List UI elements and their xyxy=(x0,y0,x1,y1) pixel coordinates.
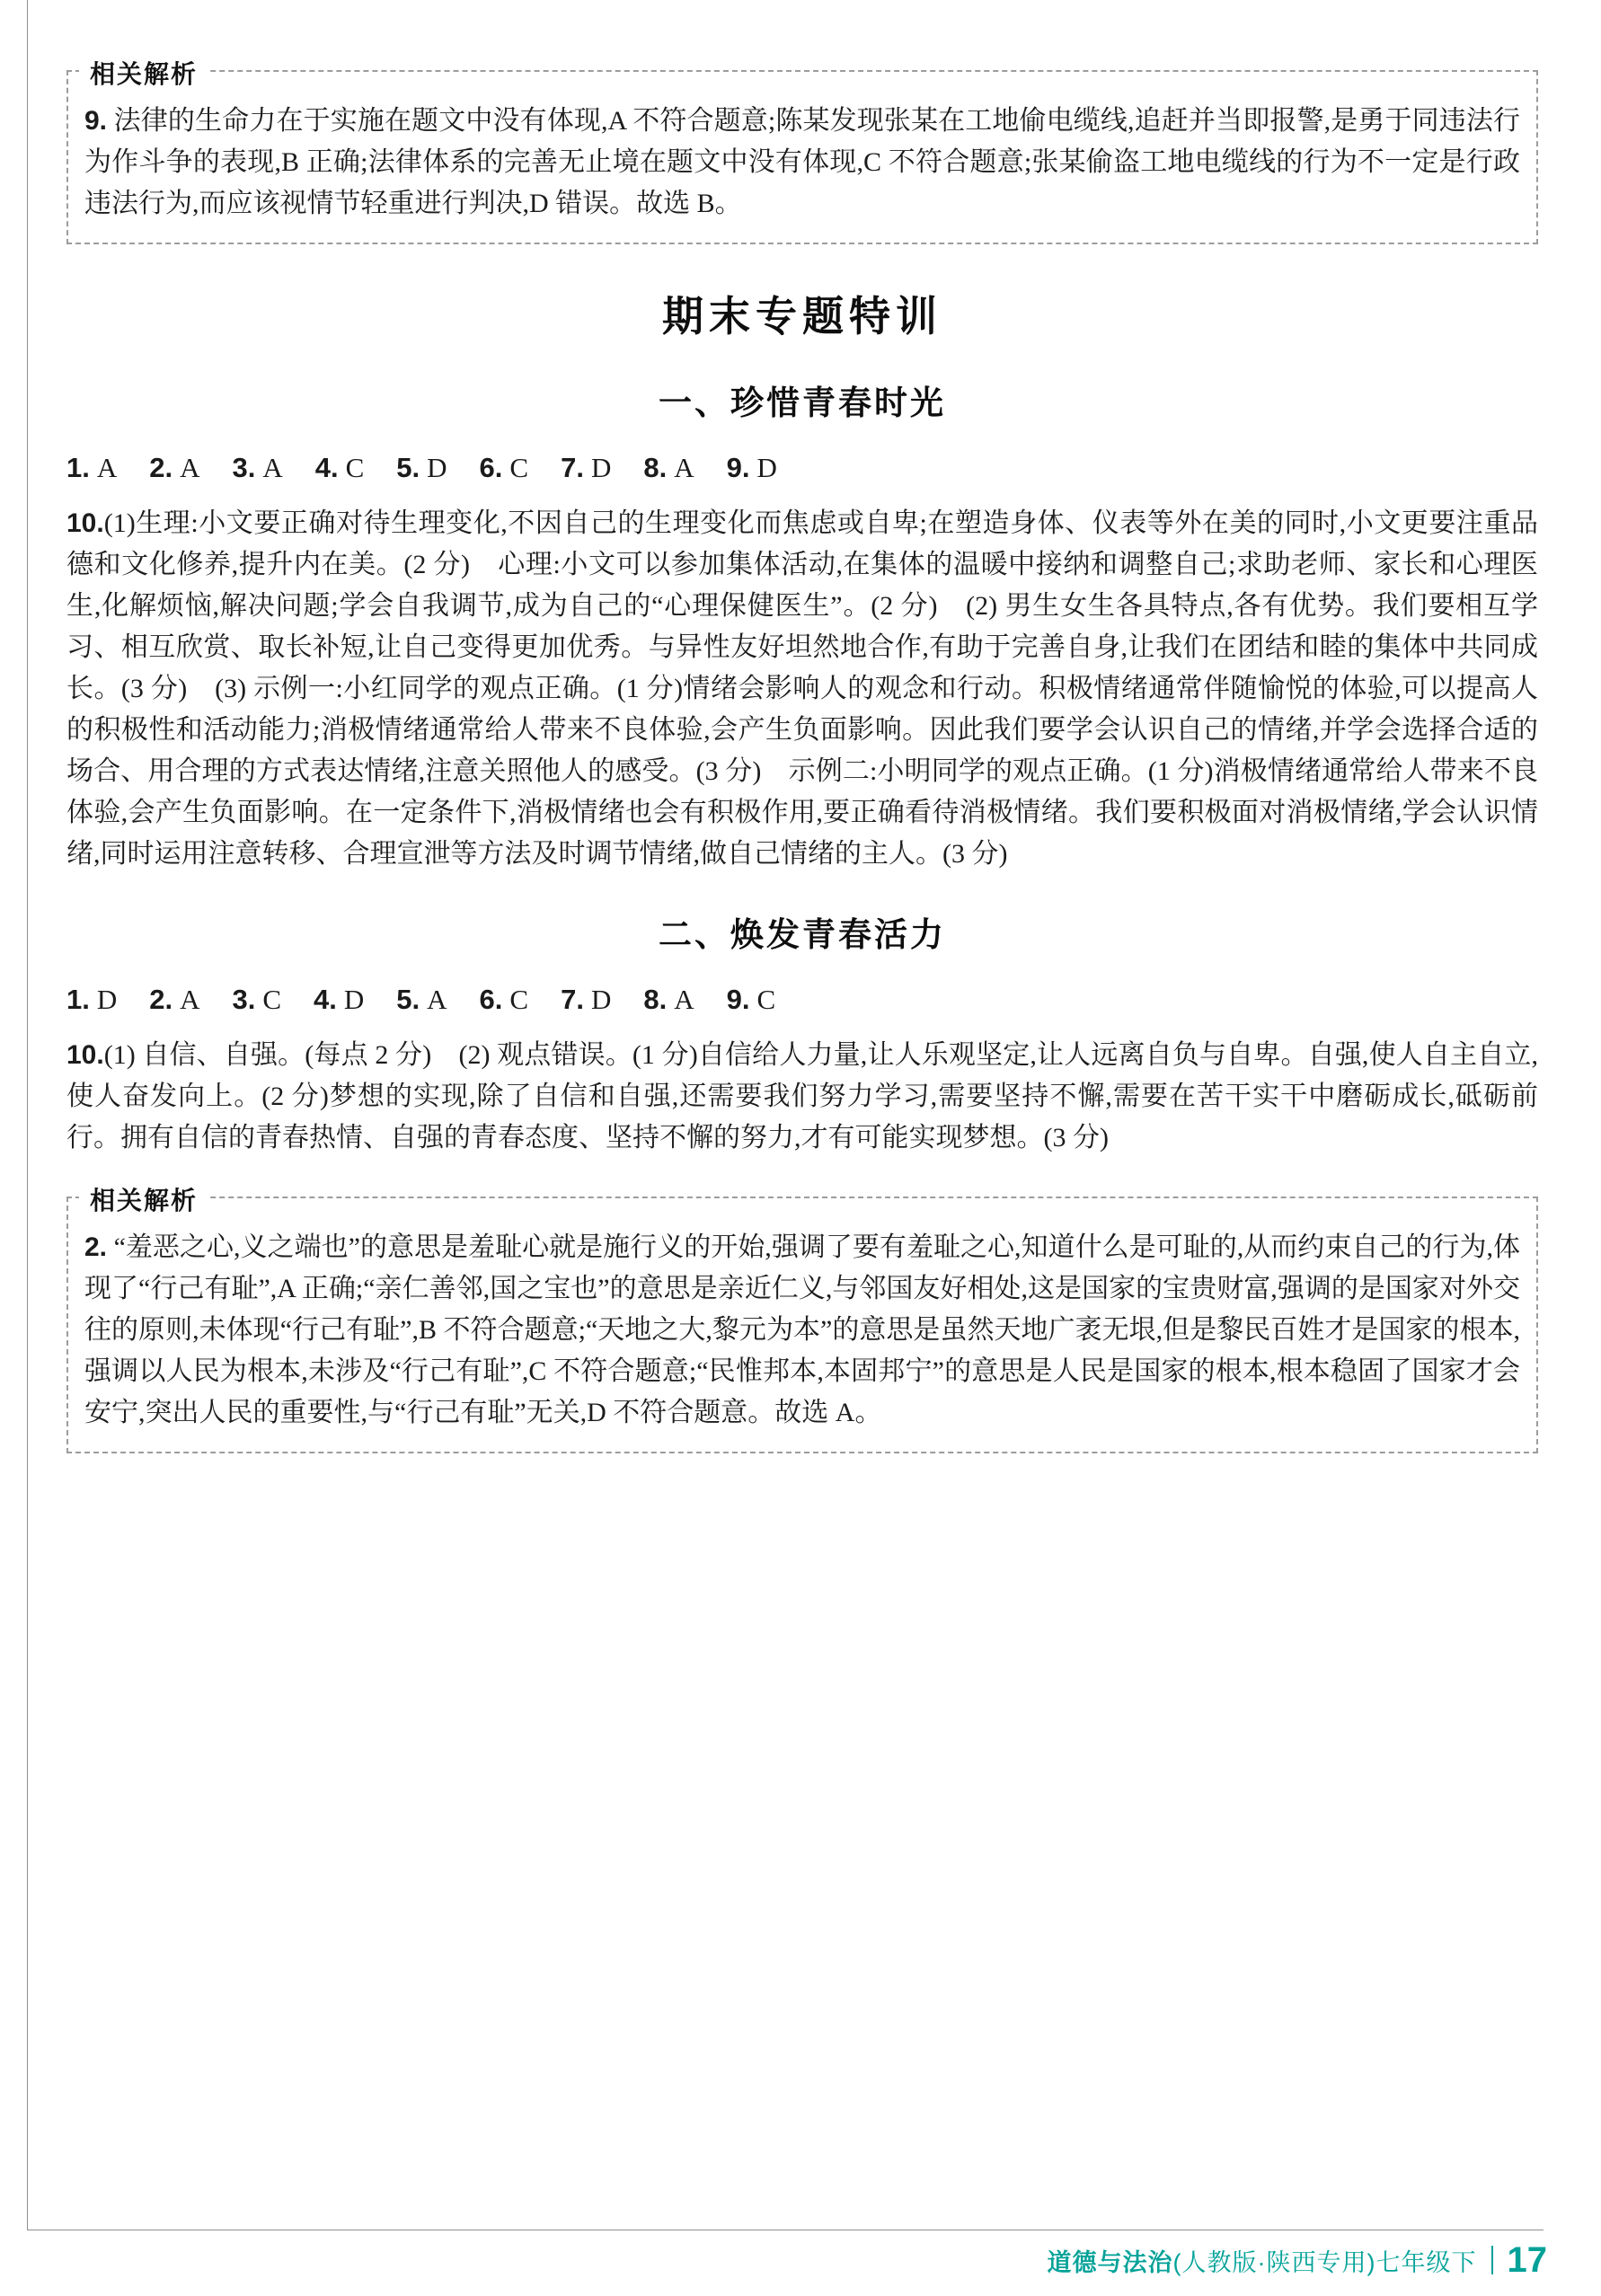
answer-item: 8. A xyxy=(643,452,694,483)
page-left-border-line xyxy=(27,0,28,2230)
question-number: 2. xyxy=(84,1232,108,1262)
book-series-name: 道德与法治 xyxy=(1047,2248,1173,2276)
footer-separator-bar xyxy=(1491,2246,1493,2274)
answer-item: 7. D xyxy=(561,452,612,483)
book-edition: (人教版·陕西专用) xyxy=(1172,2248,1376,2276)
section-2-question-10-answer xyxy=(66,1035,1538,1159)
answer-text: (1)生理:小文要正确对待生理变化,不因自己的生理变化而焦虑或自卑;在塑造身体、仪表等外在美的同时,小文更要注重品德和文化修养,提升内在美。(2 分) 心理:小文可以参加集体活动,在集体的温暖中接纳和调整自己;求助老师、家长和心理医生,化解烦恼,解决问题;学会自我调节,成为自己的“心理保健医生”。(2 分) (2) 男生女生各具特点,各有优势。我们要相互学习、相互欣赏、取长补短,让自己变得更加优秀。与异性友好坦然地合作,有助于完善自身,让我们在团结和睦的集体中共同成长。(3 分) (3) 示例一:小红同学的观点正确。(1 分)情绪会影响人的观念和行动。积极情绪通常伴随愉悦的体验,可以提高人的积极性和活动能力;消极情绪通常给人带来不良体验,会产生负面影响。因此我们要学会认识自己的情绪,并学会选择合适的场合、用合理的方式表达情绪,注意关照他人的感受。(3 分) 示例二:小明同学的观点正确。(1 分)消极情绪通常给人带来不良体验,会产生负面影响。在一定条件下,消极情绪也会有积极作用,要正确看待消极情绪。我们要积极面对消极情绪,学会认识情绪,同时运用注意转移、合理宣泄等方法及时调节情绪,做自己情绪的主人。(3 分) xyxy=(66,508,1538,869)
analysis-text: 法律的生命力在于实施在题文中没有体现,A 不符合题意;陈某发现张某在工地偷电缆线,追赶并当即报警,是勇于同违法行为作斗争的表现,B 正确;法律体系的完善无止境在题文中没有体现,C 不符合题意;张某偷盗工地电缆线的行为不一定是行政违法行为,而应该视情节轻重进行判决,D 错误。故选 B。 xyxy=(84,106,1521,218)
answer-item: 1. D xyxy=(66,984,118,1015)
analysis-box-label: 相关解析 xyxy=(79,55,208,91)
analysis-text: “羞恶之心,义之端也”的意思是羞耻心就是施行义的开始,强调了要有羞耻之心,知道什么是可耻的,从而约束自己的行为,体现了“行己有耻”,A 正确;“亲仁善邻,国之宝也”的意思是亲近仁义,与邻国友好相处,这是国家的宝贵财富,强调的是国家对外交往的原则,未体现“行己有耻”,B 不符合题意;“天地之大,黎元为本”的意思是虽然天地广袤无垠,但是黎民百姓才是国家的根本,强调以人民为根本,未涉及“行己有耻”,C 不符合题意;“民惟邦本,本固邦宁”的意思是人民是国家的根本,根本稳固了国家才会安宁,突出人民的重要性,与“行己有耻”无关,D 不符合题意。故选 A。 xyxy=(84,1232,1520,1427)
answer-text: (1) 自信、自强。(每点 2 分) (2) 观点错误。(1 分)自信给人力量,让人乐观坚定,让人远离自负与自卑。自强,使人自主自立,使人奋发向上。(2 分)梦想的实现,除了自信和自强,还需要我们努力学习,需要坚持不懈,需要在苦干实干中磨砺成长,砥砺前行。拥有自信的青春热情、自强的青春态度、坚持不懈的努力,才有可能实现梦想。(3 分) xyxy=(66,1040,1538,1152)
answer-item: 2. A xyxy=(149,984,200,1015)
page-number: 17 xyxy=(1507,2240,1547,2280)
answer-item: 9. C xyxy=(726,984,776,1015)
analysis-box-question-2 xyxy=(66,1187,1538,1453)
answer-item: 2. A xyxy=(149,452,200,483)
answer-item: 5. D xyxy=(396,452,447,483)
analysis-box-label: 相关解析 xyxy=(79,1181,208,1217)
footer-book-title xyxy=(1048,2243,1477,2278)
answer-item: 8. A xyxy=(643,984,694,1015)
section-1-answer-key xyxy=(66,447,1538,489)
question-number: 10. xyxy=(66,508,104,538)
book-grade: 七年级下 xyxy=(1375,2248,1477,2276)
page-content xyxy=(66,0,1538,1453)
page-footer xyxy=(1048,2242,1547,2278)
answer-item: 1. A xyxy=(66,452,118,483)
answer-item: 3. C xyxy=(232,984,282,1015)
question-number: 10. xyxy=(66,1040,104,1070)
answer-item: 4. D xyxy=(314,984,365,1015)
section-2-title: 二、焕发青春活力 xyxy=(659,916,946,953)
analysis-paragraph-q9 xyxy=(84,101,1520,225)
answer-item: 7. D xyxy=(561,984,612,1015)
section-2-answer-key xyxy=(66,979,1538,1020)
answer-item: 5. A xyxy=(396,984,447,1015)
answer-item: 6. C xyxy=(479,452,529,483)
question-number: 9. xyxy=(84,106,108,136)
answer-item: 6. C xyxy=(479,984,529,1015)
analysis-box-question-9 xyxy=(66,60,1538,244)
page-title: 期末专题特训 xyxy=(662,293,942,340)
answer-item: 9. D xyxy=(726,452,777,483)
answer-item: 3. A xyxy=(232,452,283,483)
section-1-question-10-answer xyxy=(66,503,1538,875)
section-1-title: 一、珍惜青春时光 xyxy=(659,384,946,421)
answer-item: 4. C xyxy=(314,452,365,483)
analysis-paragraph-q2 xyxy=(84,1227,1520,1434)
